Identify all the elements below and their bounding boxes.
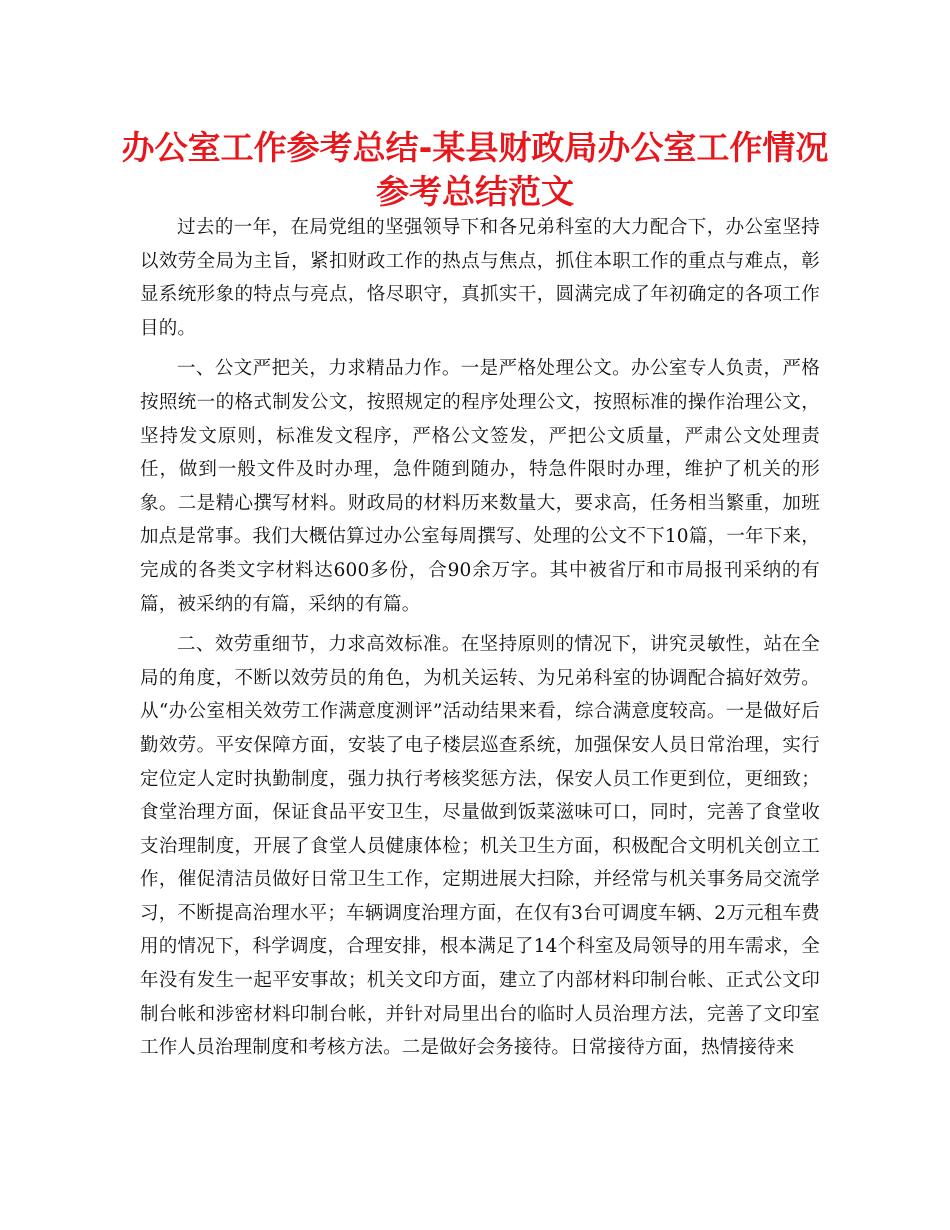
paragraph-section-1: 一、公文严把关，力求精品力作。一是严格处理公文。办公室专人负责，严格按照统一的格式制发公文，按照规定的程序处理公文，按照标准的操作治理公文，坚持发文原则，标准发文程序，严格公文签发，严把公文质量，严肃公文处理责任，做到一般文件及时办理，急件随到随办，特急件限时办理，维护了机关的形象。二是精心撰写材料。财政局的材料历来数量大，要求高，任务相当繁重，加班加点是常事。我们大概估算过办公室每周撰写、处理的公文不下10篇，一年下来，完成的各类文字材料达600多份，合90余万字。其中被省厅和市局报刊采纳的有篇，被采纳的有篇，采纳的有篇。 bbox=[140, 358, 820, 615]
document-title-line-2: 参考总结范文 bbox=[376, 172, 574, 211]
document-body bbox=[140, 211, 820, 1072]
document-title-line-1: 办公室工作参考总结-某县财政局办公室工作情况 bbox=[121, 128, 829, 167]
paragraph-intro: 过去的一年，在局党组的坚强领导下和各兄弟科室的大力配合下，办公室坚持以效劳全局为主旨，紧扣财政工作的热点与焦点，抓住本职工作的重点与难点，彰显系统形象的特点与亮点，恪尽职守，真抓实干，圆满完成了年初确定的各项工作目的。 bbox=[140, 217, 820, 339]
paragraph-section-2: 二、效劳重细节，力求高效标准。在坚持原则的情况下，讲究灵敏性，站在全局的角度，不断以效劳员的角色，为机关运转、为兄弟科室的协调配合搞好效劳。从“办公室相关效劳工作满意度测评”活动结果来看，综合满意度较高。一是做好后勤效劳。平安保障方面，安装了电子楼层巡查系统，加强保安人员日常治理，实行定位定人定时执勤制度，强力执行考核奖惩方法，保安人员工作更到位，更细致；食堂治理方面，保证食品平安卫生，尽量做到饭菜滋味可口，同时，完善了食堂收支治理制度，开展了食堂人员健康体检；机关卫生方面，积极配合文明机关创立工作，催促清洁员做好日常卫生工作，定期进展大扫除，并经常与机关事务局交流学习，不断提高治理水平；车辆调度治理方面，在仅有3台可调度车辆、2万元租车费用的情况下，科学调度，合理安排，根本满足了14个科室及局领导的用车需求，全年没有发生一起平安事故；机关文印方面，建立了内部材料印制台帐、正式公文印制台帐和涉密材料印制台帐，并针对局里出台的临时人员治理方法，完善了文印室工作人员治理制度和考核方法。二是做好会务接待。日常接待方面，热情接待来 bbox=[140, 634, 820, 1059]
